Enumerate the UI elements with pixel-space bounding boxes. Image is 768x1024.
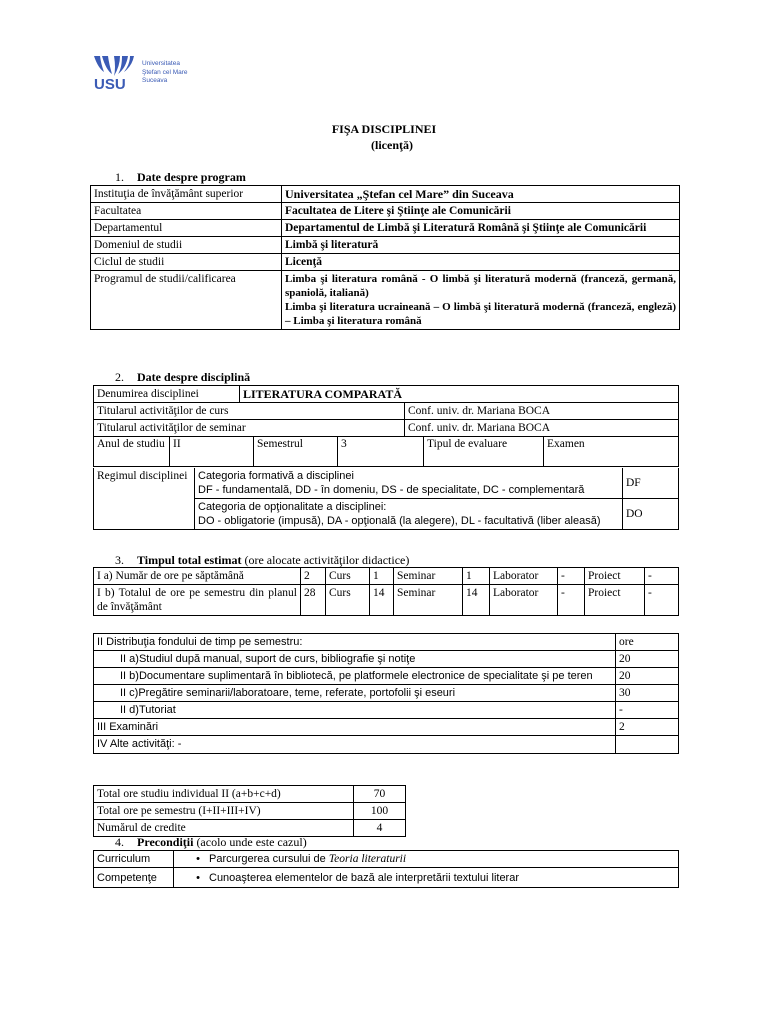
section-number: 2. bbox=[115, 370, 124, 384]
table-row bbox=[94, 403, 679, 420]
table-row bbox=[94, 685, 679, 702]
row-label: Facultatea bbox=[91, 203, 282, 220]
table-row bbox=[94, 585, 679, 616]
row-label: Numărul de credite bbox=[94, 820, 354, 837]
row-label: Regimul disciplinei bbox=[94, 468, 195, 530]
cell-value: 100 bbox=[354, 803, 406, 820]
program-line: Limba şi literatura ucraineană – O limbă şi literatură modernă (franceză, engleză) – Limba şi literatura română bbox=[285, 301, 676, 327]
table-row bbox=[94, 736, 679, 754]
semester-value: 3 bbox=[338, 436, 424, 466]
table-row bbox=[94, 568, 679, 585]
category-title: Categoria de opţionalitate a disciplinei: bbox=[198, 501, 387, 513]
row-label: Semestrul bbox=[254, 436, 338, 466]
row-label: Tipul de evaluare bbox=[424, 436, 544, 466]
cell-value: 1 bbox=[463, 568, 490, 585]
formative-category bbox=[195, 468, 623, 499]
cell-label: Laborator bbox=[490, 585, 558, 616]
section-title: Date despre disciplină bbox=[137, 370, 251, 384]
program-value bbox=[282, 271, 680, 330]
row-label: Programul de studii/calificarea bbox=[91, 271, 282, 330]
cell-value: - bbox=[645, 585, 679, 616]
table-row bbox=[94, 786, 406, 803]
seminar-holder-value: Conf. univ. dr. Mariana BOCA bbox=[405, 420, 679, 437]
section-number: 4. bbox=[115, 835, 124, 849]
section-number: 3. bbox=[115, 553, 124, 567]
row-label: Departamentul bbox=[91, 220, 282, 237]
table-row bbox=[94, 803, 406, 820]
cell-value bbox=[616, 736, 679, 754]
table-row bbox=[94, 386, 679, 403]
table-row bbox=[91, 271, 680, 330]
table-row bbox=[94, 719, 679, 736]
section-title: Precondiţii bbox=[137, 835, 194, 849]
totals-table bbox=[93, 785, 406, 837]
cell-value: - bbox=[616, 702, 679, 719]
row-label: II b)Documentare suplimentară în bibliotecă, pe platformele electronice de specialitate şi pe teren bbox=[94, 668, 616, 685]
row-label: Total ore pe semestru (I+II+III+IV) bbox=[94, 803, 354, 820]
table-row bbox=[91, 186, 680, 203]
table-row bbox=[94, 651, 679, 668]
institution-value: Universitatea „Ştefan cel Mare” din Suceava bbox=[282, 186, 680, 203]
discipline-table-regime bbox=[93, 468, 679, 530]
cell-value: 70 bbox=[354, 786, 406, 803]
cell-label: Laborator bbox=[490, 568, 558, 585]
row-label: Ciclul de studii bbox=[91, 254, 282, 271]
cell-value: 1 bbox=[370, 568, 394, 585]
discipline-table-year bbox=[93, 436, 679, 467]
cell-value: 14 bbox=[463, 585, 490, 616]
unit-label: ore bbox=[616, 634, 679, 651]
cell-label: Seminar bbox=[394, 585, 463, 616]
table-row bbox=[91, 237, 680, 254]
cell-label: Curs bbox=[326, 568, 370, 585]
row-label: I a) Număr de ore pe săptămână bbox=[94, 568, 301, 585]
program-table bbox=[90, 185, 680, 330]
section-note: (acolo unde este cazul) bbox=[196, 835, 307, 849]
row-label: Denumirea disciplinei bbox=[94, 386, 240, 403]
table-row bbox=[94, 436, 679, 466]
document-title: FIŞA DISCIPLINEI bbox=[331, 122, 437, 136]
cycle-value: Licenţă bbox=[282, 254, 680, 271]
discipline-table-top bbox=[93, 385, 679, 437]
cell-value: 2 bbox=[301, 568, 326, 585]
cell-label: Curs bbox=[326, 585, 370, 616]
row-label: Instituţia de învăţământ superior bbox=[91, 186, 282, 203]
distribution-title: II Distribuţia fondului de timp pe semestru: bbox=[94, 634, 616, 651]
row-label: Anul de studiu bbox=[94, 436, 170, 466]
cell-value: 20 bbox=[616, 668, 679, 685]
row-label: Titularul activităţilor de curs bbox=[94, 403, 405, 420]
discipline-name-value: LITERATURA COMPARATĂ bbox=[240, 386, 679, 403]
faculty-value: Facultatea de Litere şi Ştiinţe ale Comunicării bbox=[282, 203, 680, 220]
table-row bbox=[94, 820, 406, 837]
university-logo bbox=[92, 54, 202, 96]
row-label: Domeniul de studii bbox=[91, 237, 282, 254]
cell-value: - bbox=[558, 585, 585, 616]
curriculum-value bbox=[174, 851, 679, 868]
row-label: I b) Totalul de ore pe semestru din planul de învăţământ bbox=[94, 585, 301, 616]
course-holder-value: Conf. univ. dr. Mariana BOCA bbox=[405, 403, 679, 420]
category-desc: DF - fundamentală, DD - în domeniu, DS - de specialitate, DC - complementară bbox=[198, 484, 585, 496]
optionality-value: DO bbox=[623, 499, 679, 530]
year-value: II bbox=[170, 436, 254, 466]
cell-value: 14 bbox=[370, 585, 394, 616]
domain-value: Limbă şi literatură bbox=[282, 237, 680, 254]
row-label: Titularul activităţilor de seminar bbox=[94, 420, 405, 437]
row-label: Total ore studiu individual II (a+b+c+d) bbox=[94, 786, 354, 803]
cell-value: 28 bbox=[301, 585, 326, 616]
table-row bbox=[94, 468, 679, 499]
table-row bbox=[91, 220, 680, 237]
formative-value: DF bbox=[623, 468, 679, 499]
row-label: II a)Studiul după manual, suport de curs, bibliografie şi notiţe bbox=[94, 651, 616, 668]
optionality-category bbox=[195, 499, 623, 530]
section-1-heading bbox=[115, 170, 246, 185]
cell-label: Proiect bbox=[585, 585, 645, 616]
table-row bbox=[91, 203, 680, 220]
preconditions-table bbox=[93, 850, 679, 888]
table-row bbox=[94, 702, 679, 719]
department-value: Departamentul de Limbă şi Literatură Română şi Ştiinţe ale Comunicării bbox=[282, 220, 680, 237]
section-2-heading bbox=[115, 370, 250, 385]
competences-text: Cunoaşterea elementelor de bază ale interpretării textului literar bbox=[209, 871, 520, 884]
section-title: Timpul total estimat bbox=[137, 553, 242, 567]
table-row bbox=[94, 851, 679, 868]
cell-value: 4 bbox=[354, 820, 406, 837]
logo-caption-line: Suceava bbox=[142, 77, 168, 84]
time-distribution-table bbox=[93, 633, 679, 754]
section-number: 1. bbox=[115, 170, 124, 184]
category-desc: DO - obligatorie (impusă), DA - opţională (la alegere), DL - facultativă (liber aleasă) bbox=[198, 515, 601, 527]
table-row bbox=[94, 634, 679, 651]
logo-caption-line: Universitatea bbox=[142, 60, 180, 67]
cell-value: - bbox=[645, 568, 679, 585]
row-label: III Examinări bbox=[94, 719, 616, 736]
curriculum-course: Teoria literaturii bbox=[328, 853, 407, 865]
curriculum-text: Parcurgerea cursului de bbox=[209, 853, 329, 865]
row-label: II c)Pregătire seminarii/laboratoare, teme, referate, portofolii şi eseuri bbox=[94, 685, 616, 702]
section-3-heading bbox=[115, 553, 409, 568]
cell-value: 30 bbox=[616, 685, 679, 702]
section-4-heading bbox=[115, 835, 307, 850]
evaluation-value: Examen bbox=[544, 436, 679, 466]
section-title: Date despre program bbox=[137, 170, 246, 184]
row-label: IV Alte activităţi: - bbox=[94, 736, 616, 754]
competences-value bbox=[174, 868, 679, 888]
cell-value: 2 bbox=[616, 719, 679, 736]
table-row bbox=[94, 868, 679, 888]
logo-abbreviation: USU bbox=[94, 76, 126, 93]
cell-value: 20 bbox=[616, 651, 679, 668]
logo-caption bbox=[142, 60, 188, 86]
hours-table bbox=[93, 567, 679, 616]
cell-label: Proiect bbox=[585, 568, 645, 585]
row-label: Competenţe bbox=[94, 868, 174, 888]
program-line: Limba şi literatura română - O limbă şi literatură modernă (franceză, germană, spaniolă, italiană) bbox=[285, 273, 676, 299]
row-label: Curriculum bbox=[94, 851, 174, 868]
logo-caption-line: Ştefan cel Mare bbox=[142, 68, 188, 76]
table-row bbox=[94, 420, 679, 437]
table-row bbox=[91, 254, 680, 271]
cell-value: - bbox=[558, 568, 585, 585]
table-row bbox=[94, 668, 679, 685]
section-note: (ore alocate activităţilor didactice) bbox=[244, 553, 410, 567]
cell-label: Seminar bbox=[394, 568, 463, 585]
category-title: Categoria formativă a disciplinei bbox=[198, 470, 354, 482]
logo-emblem-icon bbox=[92, 54, 136, 78]
document-subtitle: (licenţă) bbox=[371, 138, 413, 152]
row-label: II d)Tutoriat bbox=[94, 702, 616, 719]
